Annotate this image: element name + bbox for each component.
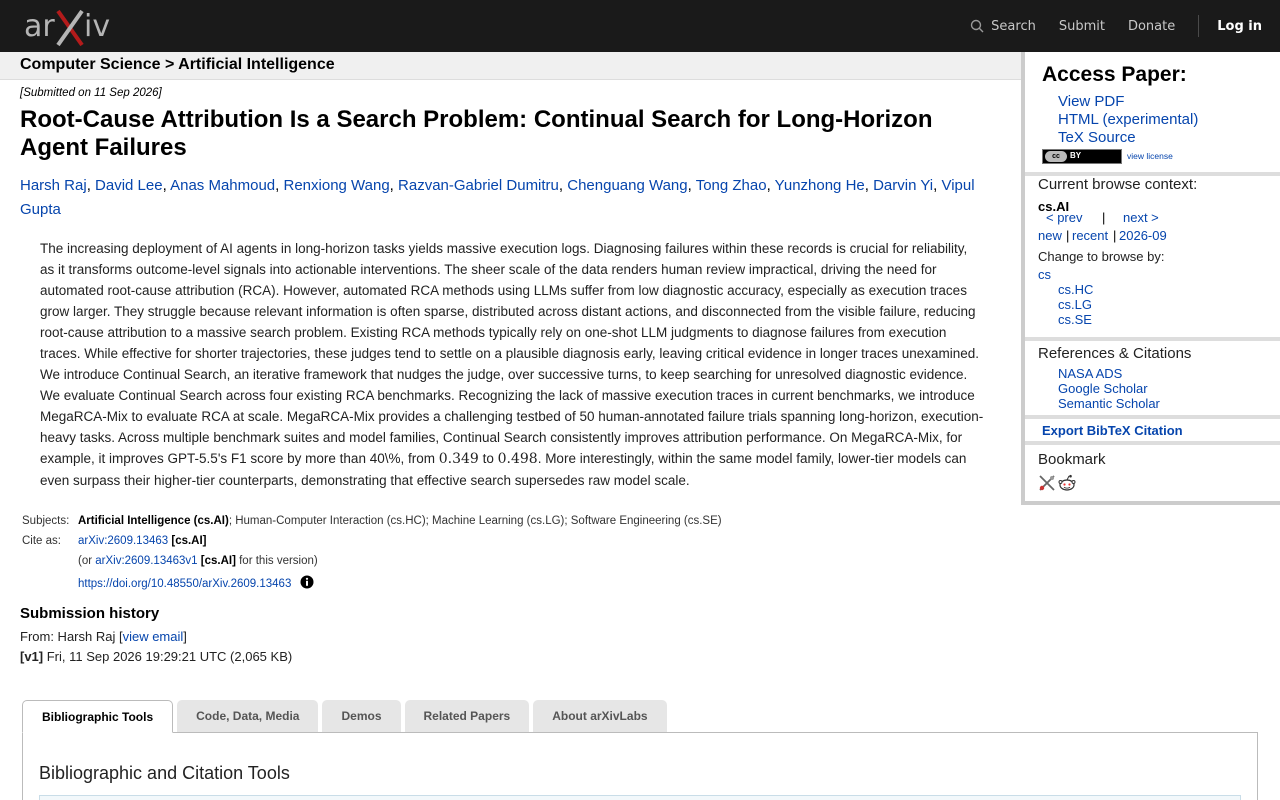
license-badge[interactable] [1042, 149, 1122, 164]
abstract-math-2: 0.498 [497, 451, 538, 467]
metadata-table [20, 513, 1010, 593]
cite-id-link[interactable]: arXiv:2609.13463 [78, 535, 169, 547]
arxiv-logo-mark [24, 8, 114, 48]
author-link[interactable]: David Lee [95, 177, 163, 194]
breadcrumb [20, 56, 335, 74]
arxiv-logo[interactable] [24, 8, 114, 46]
v1-text: Fri, 11 Sep 2026 19:29:21 UTC (2,065 KB) [43, 649, 293, 664]
subjects-rest: ; Human-Computer Interaction (cs.HC); Machine Learning (cs.LG); Software Engineering (cs.SE) [228, 515, 722, 527]
version-category: [cs.AI] [200, 555, 236, 567]
panel-title: Bibliographic and Citation Tools [39, 763, 290, 783]
search-icon [970, 19, 984, 33]
browse-cs-lg-link[interactable]: cs.LG [1058, 297, 1092, 312]
breadcrumb-current[interactable]: Artificial Intelligence [178, 56, 335, 73]
bookmark-icons [1038, 474, 1078, 492]
bibsonomy-icon[interactable] [1038, 474, 1056, 492]
submission-from-prefix: From: Harsh Raj [ [20, 629, 123, 644]
html-link[interactable]: HTML (experimental) [1058, 111, 1199, 128]
cite-label: Cite as: [22, 535, 61, 547]
svg-text:ar: ar [24, 9, 55, 44]
semantic-scholar-link[interactable]: Semantic Scholar [1058, 396, 1160, 411]
cc-icon: cc [1045, 151, 1067, 162]
author-link[interactable]: Razvan-Gabriel Dumitru [398, 177, 559, 194]
browse-cs-se-link[interactable]: cs.SE [1058, 312, 1092, 327]
submission-history-title: Submission history [20, 605, 160, 622]
subjects-label: Subjects: [22, 515, 70, 527]
submission-from-suffix: ] [183, 629, 187, 644]
login-link[interactable]: Log in [1217, 18, 1262, 34]
author-link[interactable]: Chenguang Wang [567, 177, 688, 194]
abstract-text-2: . More interestingly, within the same model family, lower-tier models can even surpass their higher-tier counterparts, demonstrating that effective search supersedes raw model scale. [40, 451, 967, 488]
month-link[interactable]: 2026-09 [1119, 228, 1167, 243]
top-navigation-bar [0, 0, 1280, 52]
subjects-value [78, 515, 722, 527]
top-nav [970, 0, 1280, 52]
author-link[interactable]: Tong Zhao [695, 177, 767, 194]
subjects-row [20, 513, 1010, 533]
author-list: Harsh Raj, David Lee, Anas Mahmoud, Renxiong Wang, Razvan-Gabriel Dumitru, Chenguang Wang, Tong Zhao, Yunzhong He, Darvin Yi, Vipul Gupta [20, 177, 975, 218]
sidebar-divider [1025, 337, 1280, 341]
view-pdf-link[interactable]: View PDF [1058, 93, 1125, 110]
version-prefix: (or [78, 555, 96, 567]
nav-submit[interactable]: Submit [1058, 18, 1105, 34]
breadcrumb-separator: > [164, 56, 175, 73]
author-link[interactable]: Vipul Gupta [20, 177, 975, 218]
paper-title: Root-Cause Attribution Is a Search Problem: Continual Search for Long-Horizon Agent Failures [20, 106, 933, 161]
separator: | [1066, 228, 1070, 243]
abstract-text-1: The increasing deployment of AI agents in long-horizon tasks yields massive execution logs. Diagnosing failures within these records is crucial for reliability, as it transforms outcome-level signals into actionable interventions. The sheer scale of the data renders human review impractical, driving the need for automated root-cause attribution (RCA). However, automated RCA methods using LLMs suffer from low diagnostic accuracy, especially as execution traces grow larger. They struggle because relevant information is often sparse, distributed across distant actions, and disconnected from the visible failure, reducing root-cause attribution to a massive search problem. Existing RCA methods typically rely on one-shot LLM judgments to diagnose failures from execution traces. While effective for shorter trajectories, these judges tend to settle on a plausible diagnosis early, leaving critical evidence in longer traces unexamined. We introduce Continual Search, an iterative framework that nudges the judge, over successive turns, to keep searching for unresolved diagnostic evidence. We evaluate Continual Search across four existing RCA benchmarks. Recognizing the lack of massive execution traces in current benchmarks, we introduce MegaRCA-Mix to evaluate RCA at scale. MegaRCA-Mix provides a challenging testbed of 50 human-annotated failure trials spanning long-horizon, execution-heavy tasks. Across multiple benchmark suites and model families, Continual Search consistently improves attribution performance. On MegaRCA-Mix, for example, it improves GPT-5.5's F1 score by more than 40\%, from [40, 241, 984, 466]
export-bibtex-link[interactable]: Export BibTeX Citation [1042, 423, 1183, 438]
doi-row [20, 573, 1010, 593]
breadcrumb-bar [0, 52, 1021, 80]
browse-cs-link[interactable]: cs [1038, 267, 1051, 282]
author-link[interactable]: Renxiong Wang [283, 177, 390, 194]
nasa-ads-link[interactable]: NASA ADS [1058, 366, 1123, 381]
info-icon[interactable] [300, 575, 314, 589]
subjects-primary: Artificial Intelligence (cs.AI) [78, 515, 229, 527]
v1-label: [v1] [20, 649, 44, 664]
panel-box [39, 795, 1241, 800]
prev-link[interactable]: < prev [1046, 210, 1083, 225]
cite-value [78, 535, 207, 547]
next-link[interactable]: next > [1123, 210, 1159, 225]
version-suffix: for this version) [235, 555, 318, 567]
tab-panel [22, 732, 1258, 800]
abstract-to: to [478, 451, 498, 466]
version-id-link[interactable]: arXiv:2609.13463v1 [95, 555, 198, 567]
references-title: References & Citations [1038, 345, 1192, 362]
nav-search[interactable] [970, 19, 1036, 34]
separator: | [1113, 228, 1117, 243]
abstract [40, 238, 985, 491]
browse-context-category: cs.AI [1038, 199, 1070, 214]
version-value [78, 555, 318, 567]
nav-search-label: Search [991, 18, 1036, 34]
tab-bibliographic-tools[interactable]: Bibliographic Tools [22, 700, 173, 733]
view-email-link[interactable]: view email [122, 629, 184, 644]
recent-link[interactable]: recent [1072, 228, 1109, 243]
svg-text:iv: iv [84, 9, 111, 44]
abstract-math-1: 0.349 [438, 451, 479, 467]
author-link[interactable]: Harsh Raj [20, 177, 87, 194]
browse-cs-hc-link[interactable]: cs.HC [1058, 282, 1094, 297]
author-link[interactable]: Darvin Yi [873, 177, 934, 194]
prev-next-separator: | [1102, 210, 1106, 225]
tab-demos[interactable]: Demos [322, 700, 400, 732]
google-scholar-link[interactable]: Google Scholar [1058, 381, 1148, 396]
author-link[interactable]: Anas Mahmoud [170, 177, 276, 194]
version-v1-entry [20, 649, 292, 664]
tab-code-data-media[interactable]: Code, Data, Media [177, 700, 318, 732]
sidebar-divider [1025, 415, 1280, 419]
tab-about-arxivlabs[interactable]: About arXivLabs [533, 700, 666, 732]
browse-context-title: Current browse context: [1038, 176, 1198, 193]
access-paper-title: Access Paper: [1042, 63, 1187, 86]
tex-source-link[interactable]: TeX Source [1058, 129, 1136, 146]
labs-tabs [22, 700, 671, 733]
view-license-link[interactable]: view license [1127, 151, 1173, 161]
submission-from [20, 629, 187, 644]
sidebar-divider [1025, 441, 1280, 445]
sidebar [1021, 52, 1280, 505]
license-badge-label: BY [1070, 151, 1082, 160]
version-row [20, 553, 1010, 573]
doi-value [78, 575, 314, 590]
cite-category: [cs.AI] [171, 535, 207, 547]
tab-related-papers[interactable]: Related Papers [405, 700, 530, 732]
submission-date: [Submitted on 11 Sep 2026] [20, 87, 162, 99]
doi-link[interactable]: https://doi.org/10.48550/arXiv.2609.13463 [78, 578, 292, 590]
new-link[interactable]: new [1038, 228, 1062, 243]
reddit-icon[interactable] [1058, 474, 1076, 492]
breadcrumb-parent[interactable]: Computer Science [20, 56, 161, 73]
cite-row [20, 533, 1010, 553]
change-browse-label: Change to browse by: [1038, 249, 1165, 264]
author-link[interactable]: Yunzhong He [774, 177, 865, 194]
nav-divider [1198, 15, 1199, 37]
bookmark-title: Bookmark [1038, 451, 1106, 468]
nav-donate[interactable]: Donate [1127, 18, 1176, 34]
